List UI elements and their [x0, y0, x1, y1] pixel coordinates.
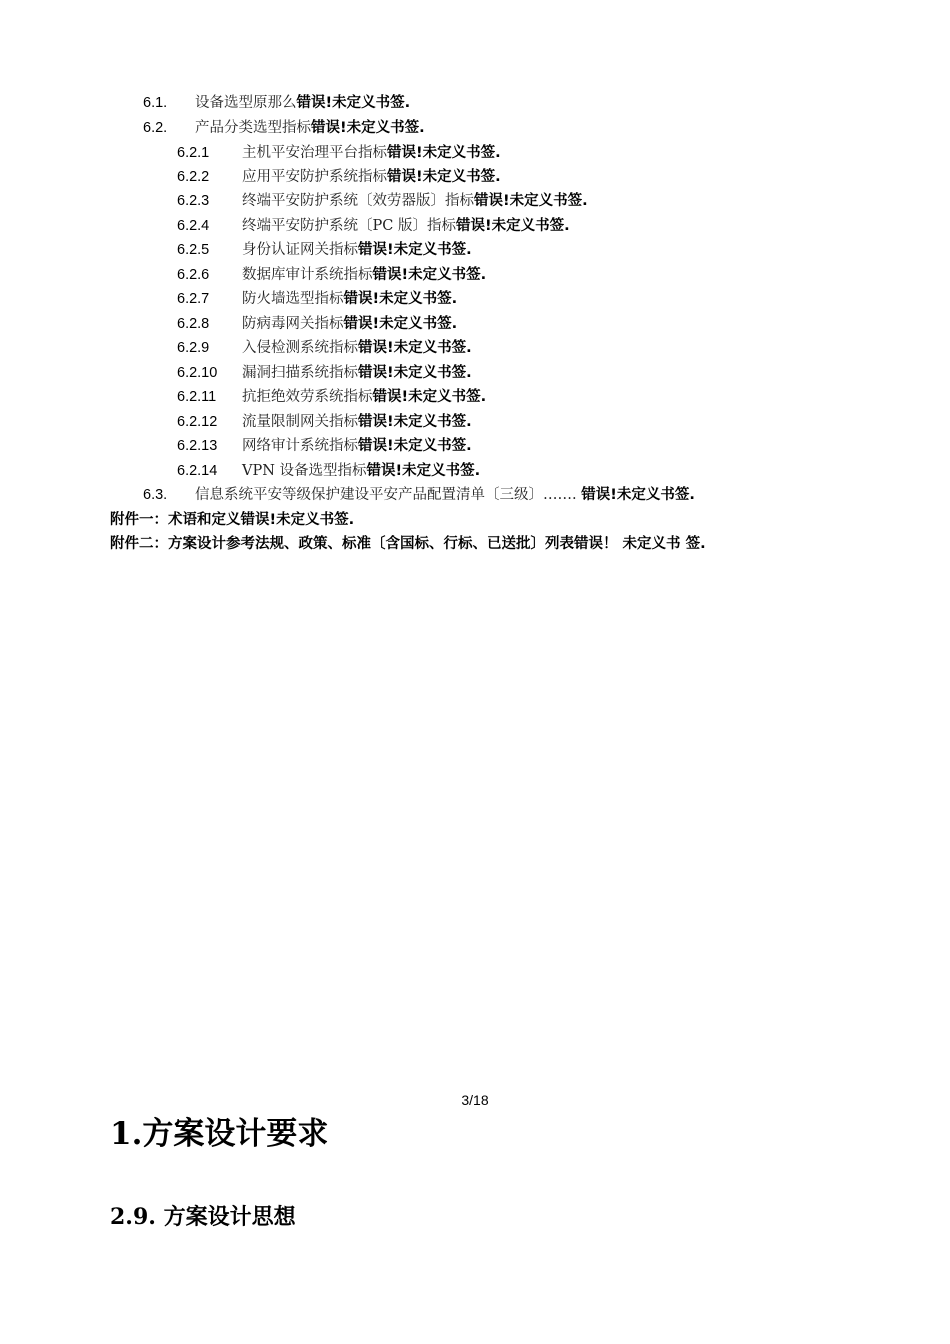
toc-number: 6.2.9	[177, 340, 210, 356]
toc-error-text: 错误!未定义书签.	[372, 267, 487, 283]
toc-number: 6.2.1	[177, 145, 210, 161]
toc-number: 6.2.8	[177, 316, 210, 332]
toc-entry[interactable]	[177, 315, 457, 333]
toc-number: 6.2.11	[177, 389, 217, 405]
toc-entry[interactable]	[177, 462, 480, 480]
toc-number: 6.2.2	[177, 169, 210, 185]
toc-entry[interactable]	[177, 339, 472, 357]
toc-error-text: 错误!未定义书签.	[366, 463, 481, 479]
toc-number: 6.2.5	[177, 242, 210, 258]
toc-title: 身份认证网关指标	[242, 242, 358, 258]
toc-error-text: 错误!未定义书签.	[296, 95, 411, 111]
toc-title: 漏洞扫描系统指标	[242, 365, 358, 381]
toc-title: 网络审计系统指标	[242, 438, 358, 454]
toc-number: 6.2.12	[177, 414, 218, 430]
toc-error-text: 错误!未定义书签.	[387, 169, 501, 185]
toc-title: VPN 设备选型指标	[242, 463, 367, 479]
toc-number: 6.2.7	[177, 291, 210, 307]
toc-error-text: 错误!未定义书签.	[474, 193, 588, 209]
toc-appendix-1[interactable]: 附件一：术语和定义错误!未定义书签.	[110, 512, 355, 528]
toc-error-text: 错误!未定义书签.	[358, 340, 472, 356]
toc-title: 主机平安治理平台指标	[242, 145, 387, 161]
toc-entry[interactable]	[143, 486, 695, 504]
toc-entry[interactable]	[143, 94, 410, 112]
toc-error-text: 错误!未定义书签.	[343, 291, 458, 307]
toc-number: 6.2.6	[177, 267, 210, 283]
toc-number: 6.2.13	[177, 438, 218, 454]
toc-number: 6.2.	[143, 120, 168, 136]
toc-error-text: 错误!未定义书签.	[372, 389, 487, 405]
toc-number: 6.2.10	[177, 365, 218, 381]
toc-error-text: 错误!未定义书签.	[455, 218, 570, 234]
toc-title: 入侵检测系统指标	[242, 340, 358, 356]
toc-error-text: 错误!未定义书签.	[387, 145, 501, 161]
toc-entry[interactable]	[177, 364, 472, 382]
toc-title: 信息系统平安等级保护建设平安产品配置清单〔三级〕…….	[195, 487, 582, 503]
toc-title: 抗拒绝效劳系统指标	[242, 389, 373, 405]
toc-title: 应用平安防护系统指标	[242, 169, 387, 185]
toc-entry[interactable]	[177, 241, 472, 259]
toc-entry[interactable]	[177, 144, 501, 162]
section-heading-1: 1.方案设计要求	[110, 1116, 329, 1152]
toc-entry[interactable]	[177, 437, 472, 455]
toc-number: 6.2.4	[177, 218, 210, 234]
toc-title: 设备选型原那么	[195, 95, 297, 111]
toc-entry[interactable]	[177, 168, 501, 186]
toc-number: 6.2.3	[177, 193, 210, 209]
toc-title: 数据库审计系统指标	[242, 267, 373, 283]
page-number: 3/18	[461, 1092, 489, 1108]
toc-title: 防病毒网关指标	[242, 316, 344, 332]
toc-error-text: 错误!未定义书签.	[358, 438, 472, 454]
toc-number: 6.3.	[143, 487, 168, 503]
toc-number: 6.2.14	[177, 463, 218, 479]
toc-entry[interactable]	[177, 192, 588, 210]
toc-error-text: 错误!未定义书签.	[358, 365, 472, 381]
toc-error-text: 错误!未定义书签.	[358, 414, 472, 430]
toc-entry[interactable]	[177, 388, 486, 406]
section-heading-2: 2.9. 方案设计思想	[110, 1204, 296, 1230]
toc-appendix-2[interactable]: 附件二：方案设计参考法规、政策、标准〔含国标、行标、已送批〕列表错误！ 未定义书 签.	[110, 536, 706, 552]
toc-title: 流量限制网关指标	[242, 414, 358, 430]
toc-entry[interactable]	[143, 119, 425, 137]
toc-title: 产品分类选型指标	[195, 120, 311, 136]
toc-title: 终端平安防护系统〔PC 版〕指标	[242, 218, 456, 234]
toc-title: 终端平安防护系统〔效劳器版〕指标	[242, 193, 474, 209]
toc-number: 6.1.	[143, 95, 168, 111]
toc-title: 防火墙选型指标	[242, 291, 344, 307]
toc-entry[interactable]	[177, 290, 457, 308]
toc-entry[interactable]	[177, 217, 570, 235]
toc-error-text: 错误!未定义书签.	[358, 242, 472, 258]
toc-error-text: 错误!未定义书签.	[311, 120, 425, 136]
toc-error-text: 错误!未定义书签.	[343, 316, 458, 332]
toc-error-text: 错误!未定义书签.	[581, 487, 695, 503]
toc-entry[interactable]	[177, 413, 472, 431]
toc-entry[interactable]	[177, 266, 486, 284]
